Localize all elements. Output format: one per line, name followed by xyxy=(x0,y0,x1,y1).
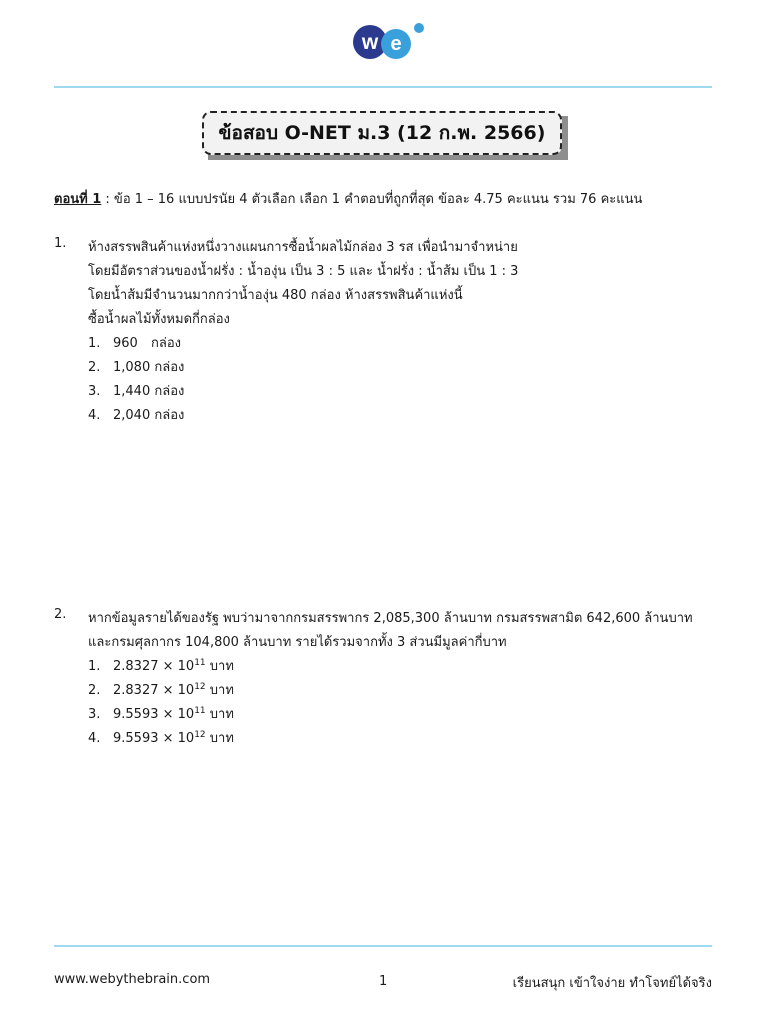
question-2-line: และกรมศุลกากร 104,800 ล้านบาท รายได้รวมจากทั้ง 3 ส่วนมีมูลค่ากี่บาท xyxy=(88,635,507,650)
question-1-line: ซื้อน้ำผลไม้ทั้งหมดกี่กล่อง xyxy=(88,312,230,327)
question-2-number: 2. xyxy=(54,607,67,622)
question-1-number: 1. xyxy=(54,236,67,251)
page-number: 1 xyxy=(379,974,388,989)
svg-text:e: e xyxy=(390,33,402,55)
question-1-line: ห้างสรรพสินค้าแห่งหนึ่งวางแผนการซื้อน้ำผลไม้กล่อง 3 รส เพื่อนำมาจำหน่าย xyxy=(88,240,518,255)
question-2-option-2: 2. $2.8327 \times 10^{12}$ บาท xyxy=(88,682,234,698)
question-2-option-1: 1. $2.8327 \times 10^{11}$ บาท xyxy=(88,658,234,674)
svg-text:w: w xyxy=(361,31,379,54)
question-1-option-4: 4. 2,040 กล่อง xyxy=(88,408,185,423)
footer-divider xyxy=(54,945,712,947)
footer-website-link[interactable]: www.webythebrain.com xyxy=(54,972,211,987)
header-divider xyxy=(54,86,712,88)
question-1-option-3: 3. 1,440 กล่อง xyxy=(88,384,185,399)
part-label: ตอนที่ 1 xyxy=(54,192,102,207)
exam-title-box xyxy=(202,111,562,155)
question-2-option-4: 4. $9.5593 \times 10^{12}$ บาท xyxy=(88,730,234,746)
question-1-line: โดยน้ำส้มมีจำนวนมากกว่าน้ำองุ่น 480 กล่อง ห้างสรรพสินค้าแห่งนี้ xyxy=(88,288,463,303)
part-instruction xyxy=(54,188,642,209)
question-1-line: โดยมีอัตราส่วนของน้ำฝรั่ง : น้ำองุ่น เป็น 3 : 5 และ น้ำฝรั่ง : น้ำส้ม เป็น 1 : 3 xyxy=(88,264,519,279)
question-2-line: หากข้อมูลรายได้ของรัฐ พบว่ามาจากกรมสรรพากร 2,085,300 ล้านบาท กรมสรรพสามิต 642,600 ล้านบาท xyxy=(88,611,693,626)
question-2-option-3: 3. $9.5593 \times 10^{11}$ บาท xyxy=(88,706,234,722)
we-logo xyxy=(353,22,425,62)
question-1-option-2: 2. 1,080 กล่อง xyxy=(88,360,185,375)
exam-title: ข้อสอบ O-NET ม.3 (12 ก.พ. 2566) xyxy=(218,122,546,144)
question-1-option-1: 1. 960 กล่อง xyxy=(88,336,181,351)
footer-slogan: เรียนสนุก เข้าใจง่าย ทำโจทย์ได้จริง xyxy=(512,976,712,991)
part-text: : ข้อ 1 – 16 แบบปรนัย 4 ตัวเลือก เลือก 1 คำตอบที่ถูกที่สุด ข้อละ 4.75 คะแนน รวม 76 คะแนน xyxy=(101,192,643,207)
